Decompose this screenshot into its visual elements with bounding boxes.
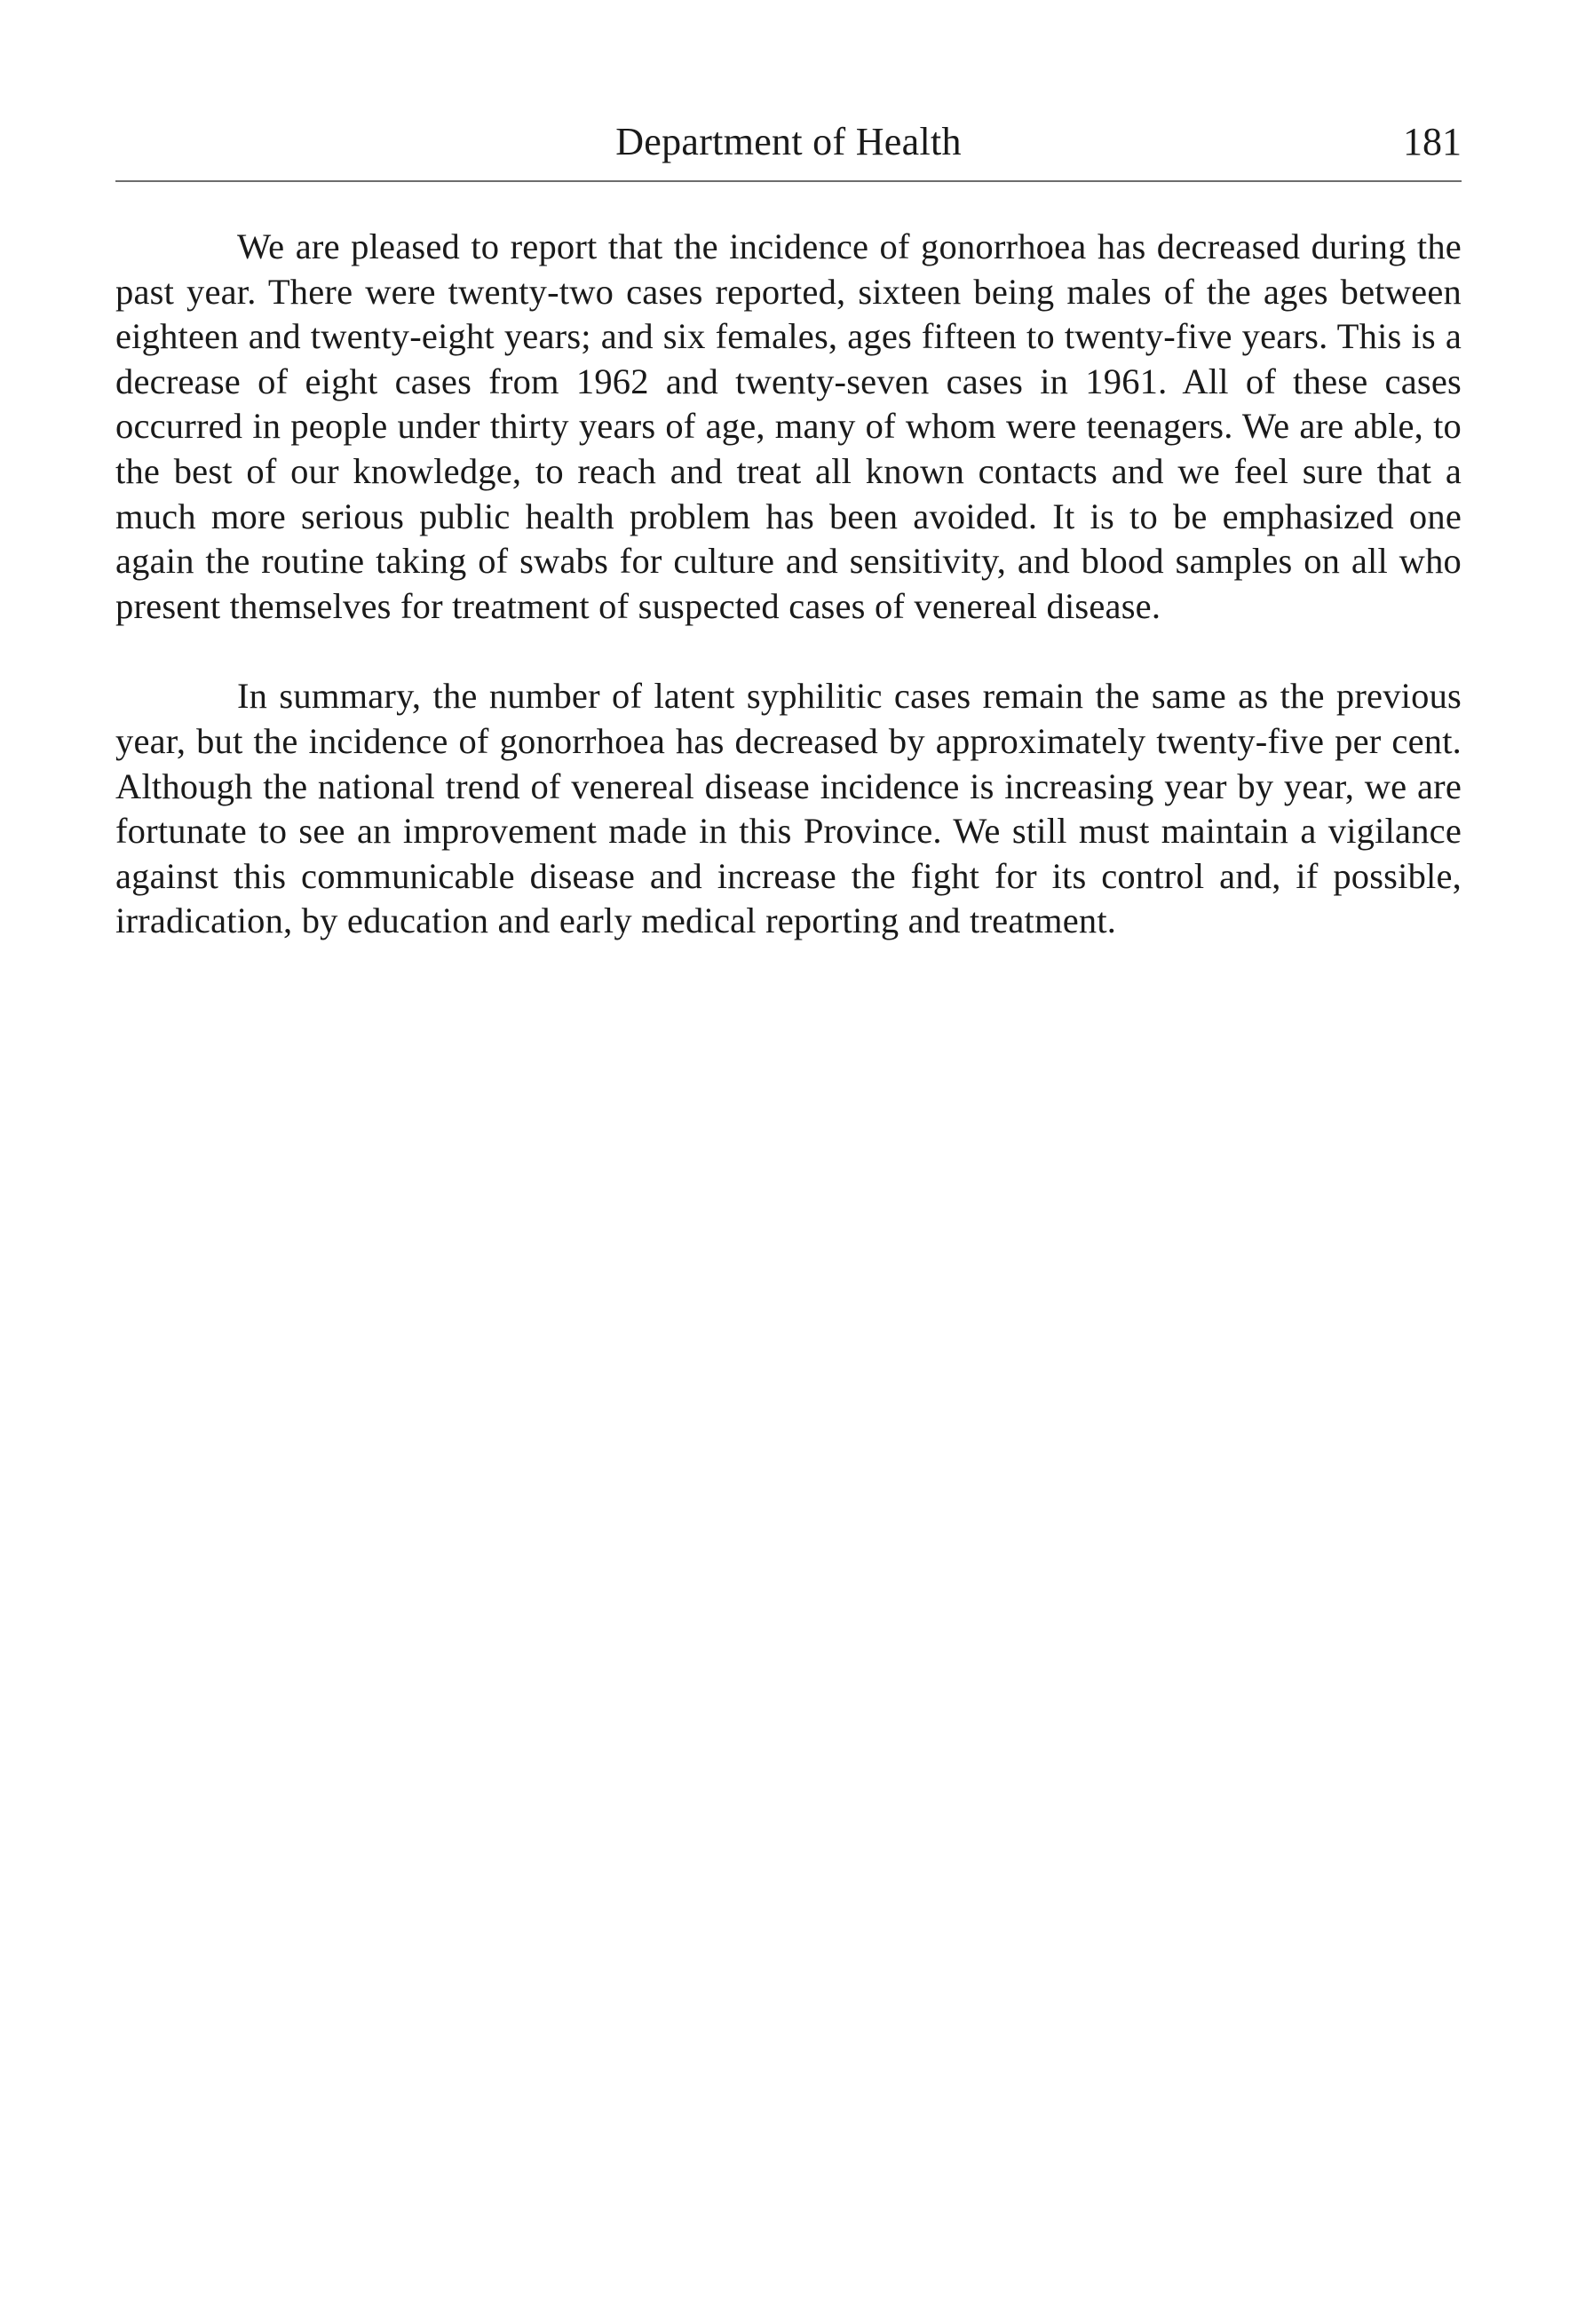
paragraph-summary: In summary, the number of latent syphilitic cases remain the same as the previous year, but the incidence of gonorrhoea has decreased by approximately twenty-five per cent. Although the national trend of venereal disease incidence is increasing year by year, we are fortunate to see an improvement made in this Province. We still must maintain a vigilance against this communicable disease and increase the fight for its control and, if possible, irradication, by education and early medical reporting and treatment. [115,676,1462,941]
header-rule [115,180,1462,182]
paragraph-gonorrhoea-report: We are pleased to report that the incidence of gonorrhoea has decreased during the past year. There were twenty-two cases reported, sixteen being males of the ages between eighteen and twenty-eight years; and six females, ages fifteen to twenty-five years. This is a decrease of eight cases from 1962 and twenty-seven cases in 1961. All of these cases occurred in people under thirty years of age, many of whom were teenagers. We are able, to the best of our knowledge, to reach and treat all known contacts and we feel sure that a much more serious public health problem has been avoided. It is to be emphasized one again the routine taking of swabs for culture and sensitivity, and blood samples on all who present themselves for treatment of suspected cases of venereal disease. [115,226,1462,626]
running-header [115,0,1462,186]
body-text [115,225,1462,944]
document-page [115,0,1462,941]
header-title: Department of Health [615,120,962,163]
page-number: 181 [1403,120,1462,163]
